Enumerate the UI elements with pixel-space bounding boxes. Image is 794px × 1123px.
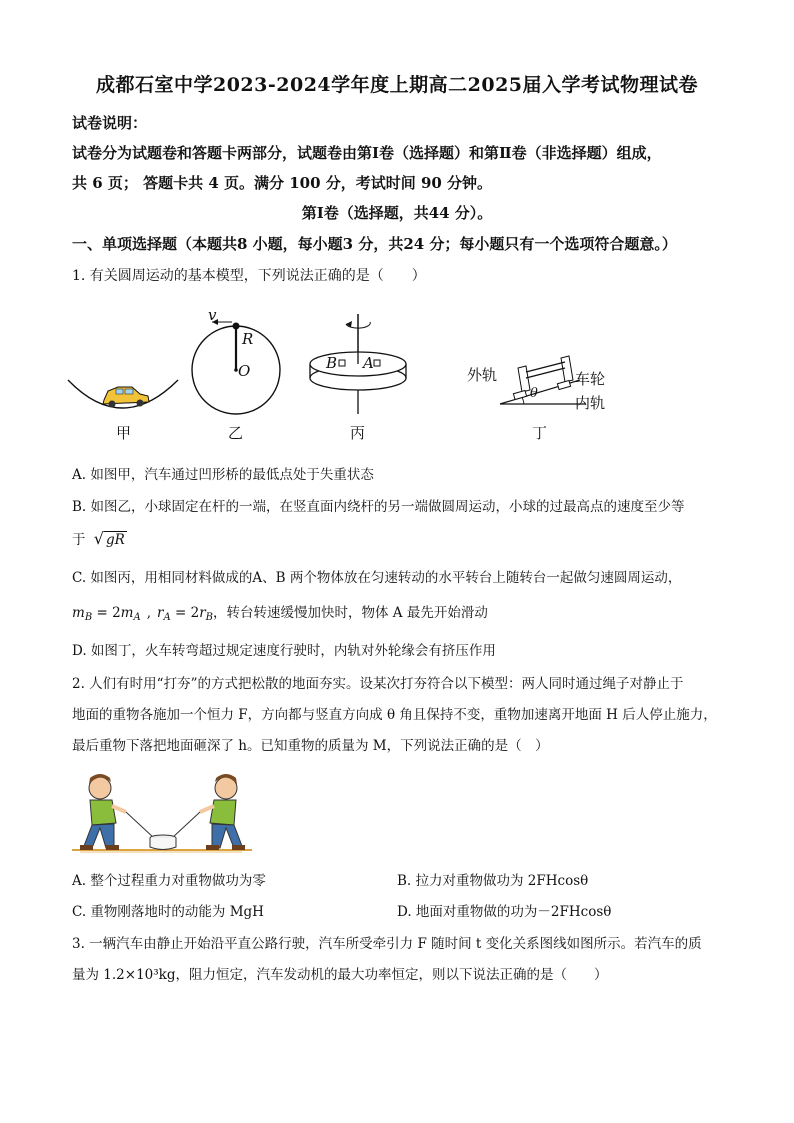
label-velocity-v: v	[208, 306, 217, 324]
q2-option-a: A. 整个过程重力对重物做功为零	[72, 873, 266, 889]
q1-option-c-line-2	[72, 601, 488, 623]
label-inner-rail: 内轨	[575, 394, 606, 412]
q3-line-2: 量为 1.2×10³kg，阻力恒定，汽车发动机的最大功率恒定，则以下说法正确的是（ ）	[72, 967, 608, 983]
label-outer-rail: 外轨	[467, 366, 498, 384]
q1-option-a: A. 如图甲，汽车通过凹形桥的最低点处于失重状态	[72, 467, 374, 483]
radius-symbol-2: r	[199, 605, 206, 621]
label-radius-R: R	[242, 330, 254, 348]
caption-yi: 乙	[228, 424, 244, 442]
label-block-B: B	[326, 354, 338, 372]
mass-subscript-b: B	[84, 612, 93, 623]
radius-subscript-b: B	[205, 612, 214, 623]
label-theta: θ	[530, 386, 538, 401]
instructions-line-2: 共 6 页； 答题卡共 4 页。满分 100 分，考试时间 90 分钟。	[72, 174, 493, 192]
q1-option-d: D. 如图丁，火车转弯超过规定速度行驶时，内轨对外轮缘会有挤压作用	[72, 643, 496, 659]
mass-subscript-a: A	[133, 612, 141, 623]
instructions-heading: 试卷说明：	[72, 114, 148, 132]
q3-line-1: 3. 一辆汽车由静止开始沿平直公路行驶，汽车所受牵引力 F 随时间 t 变化关系图线如图所示。若汽车的质	[72, 936, 702, 952]
instructions-line-1: 试卷分为试题卷和答题卡两部分，试题卷由第Ⅰ卷（选择题）和第Ⅱ卷（非选择题）组成，	[72, 144, 662, 162]
q1-option-b-line-1: B. 如图乙，小球固定在杆的一端，在竖直面内绕杆的另一端做圆周运动，小球的过最高点的速度至少等	[72, 499, 685, 515]
q1-option-b-prefix: 于	[72, 532, 86, 548]
q2-line-1: 2. 人们有时用“打夯”的方式把松散的地面夯实。设某次打夯符合以下模型：两人同时通过绳子对静止于	[72, 676, 684, 692]
q2-option-b: B. 拉力对重物做功为 2FHcosθ	[397, 873, 589, 889]
q2-line-3: 最后重物下落把地面砸深了 h。已知重物的质量为 M，下列说法正确的是（ ）	[72, 738, 549, 754]
q1-option-c-line-1: C. 如图丙，用相同材料做成的A、B 两个物体放在匀速转动的水平转台上随转台一起做匀速圆周运动，	[72, 570, 682, 586]
q2-figure	[72, 768, 252, 858]
caption-bing: 丙	[350, 424, 366, 442]
banked-rails-diagram	[500, 356, 585, 404]
radius-symbol: r	[157, 605, 164, 621]
q1-option-b-line-2	[72, 528, 127, 548]
vertical-circle-rod-diagram	[192, 319, 280, 414]
left-person	[80, 774, 126, 850]
label-block-A: A	[363, 354, 374, 372]
mass-symbol: m	[72, 605, 85, 621]
q2-line-2: 地面的重物各施加一个恒力 F，方向都与竖直方向成 θ 角且保持不变，重物加速离开地面 H 后人停止施力，	[72, 707, 717, 723]
caption-jia: 甲	[116, 424, 132, 442]
sqrt-radicand: gR	[106, 532, 125, 548]
turntable-diagram	[310, 314, 406, 414]
sqrt-expression: √ gR	[93, 529, 125, 548]
radius-relation: = 2	[170, 605, 200, 621]
right-person	[200, 774, 245, 850]
q1-stem: 1. 有关圆周运动的基本模型，下列说法正确的是（ ）	[72, 268, 426, 284]
section-title: 第Ⅰ卷（选择题，共44 分）。	[301, 204, 493, 222]
q2-option-d: D. 地面对重物做的功为－2FHcosθ	[397, 904, 612, 920]
label-wheel: 车轮	[575, 370, 606, 388]
q1-figure	[60, 298, 640, 448]
tamping-illustration	[72, 768, 252, 858]
q2-option-c: C. 重物刚落地时的动能为 MgH	[72, 904, 264, 920]
caption-ding: 丁	[532, 424, 548, 442]
mass-symbol-2: m	[120, 605, 134, 621]
comma: ,	[146, 605, 151, 621]
concave-bridge-car-diagram	[68, 380, 178, 408]
label-center-O: O	[238, 362, 251, 380]
mass-relation: = 2	[92, 605, 121, 621]
q1-option-c-rest: ，转台转速缓慢加快时，物体 A 最先开始滑动	[213, 605, 488, 621]
part-one-heading: 一、单项选择题（本题共8 小题，每小题3 分，共24 分；每小题只有一个选项符合题意。）	[72, 235, 677, 253]
radius-subscript-a: A	[163, 612, 171, 623]
exam-title: 成都石室中学2023-2024学年度上期高二2025届入学考试物理试卷	[95, 74, 699, 96]
